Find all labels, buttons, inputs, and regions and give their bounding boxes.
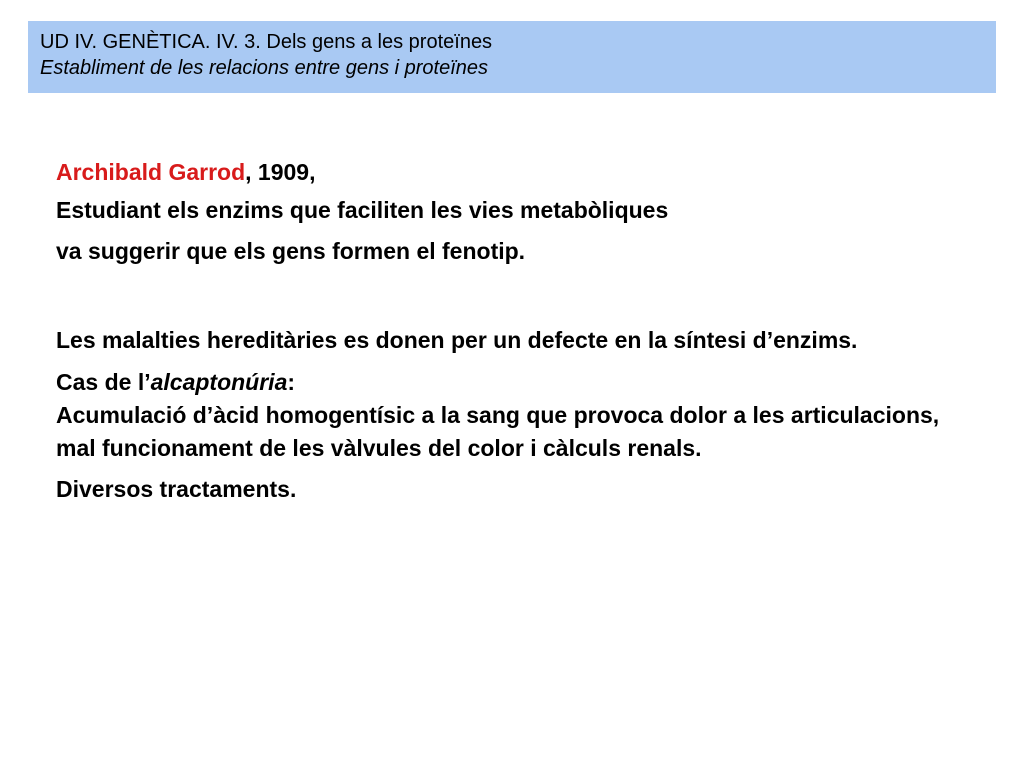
slide-body — [56, 156, 976, 506]
case-heading — [56, 366, 976, 399]
case-term: alcaptonúria — [150, 369, 288, 395]
suggestion-line: va suggerir que els gens formen el fenotip. — [56, 238, 526, 264]
case-suffix: : — [287, 369, 296, 395]
author-name: Archibald Garrod — [56, 159, 246, 185]
study-line: Estudiant els enzims que faciliten les vies metabòliques — [56, 197, 669, 223]
hereditary-paragraph: Les malalties hereditàries es donen per un defecte en la síntesi d’enzims. — [56, 327, 858, 353]
slide-header — [28, 21, 996, 93]
case-prefix: Cas de l’ — [56, 369, 151, 395]
case-description: Acumulació d’àcid homogentísic a la sang que provoca dolor a les articulacions, mal funcionament de les vàlvules del color i càlculs renals. — [56, 402, 940, 461]
author-year: , 1909, — [245, 159, 316, 185]
header-title: UD IV. GENÈTICA. IV. 3. Dels gens a les proteïnes — [40, 31, 493, 53]
closing-line: Diversos tractaments. — [56, 476, 297, 502]
header-subtitle: Establiment de les relacions entre gens i proteïnes — [40, 57, 489, 79]
